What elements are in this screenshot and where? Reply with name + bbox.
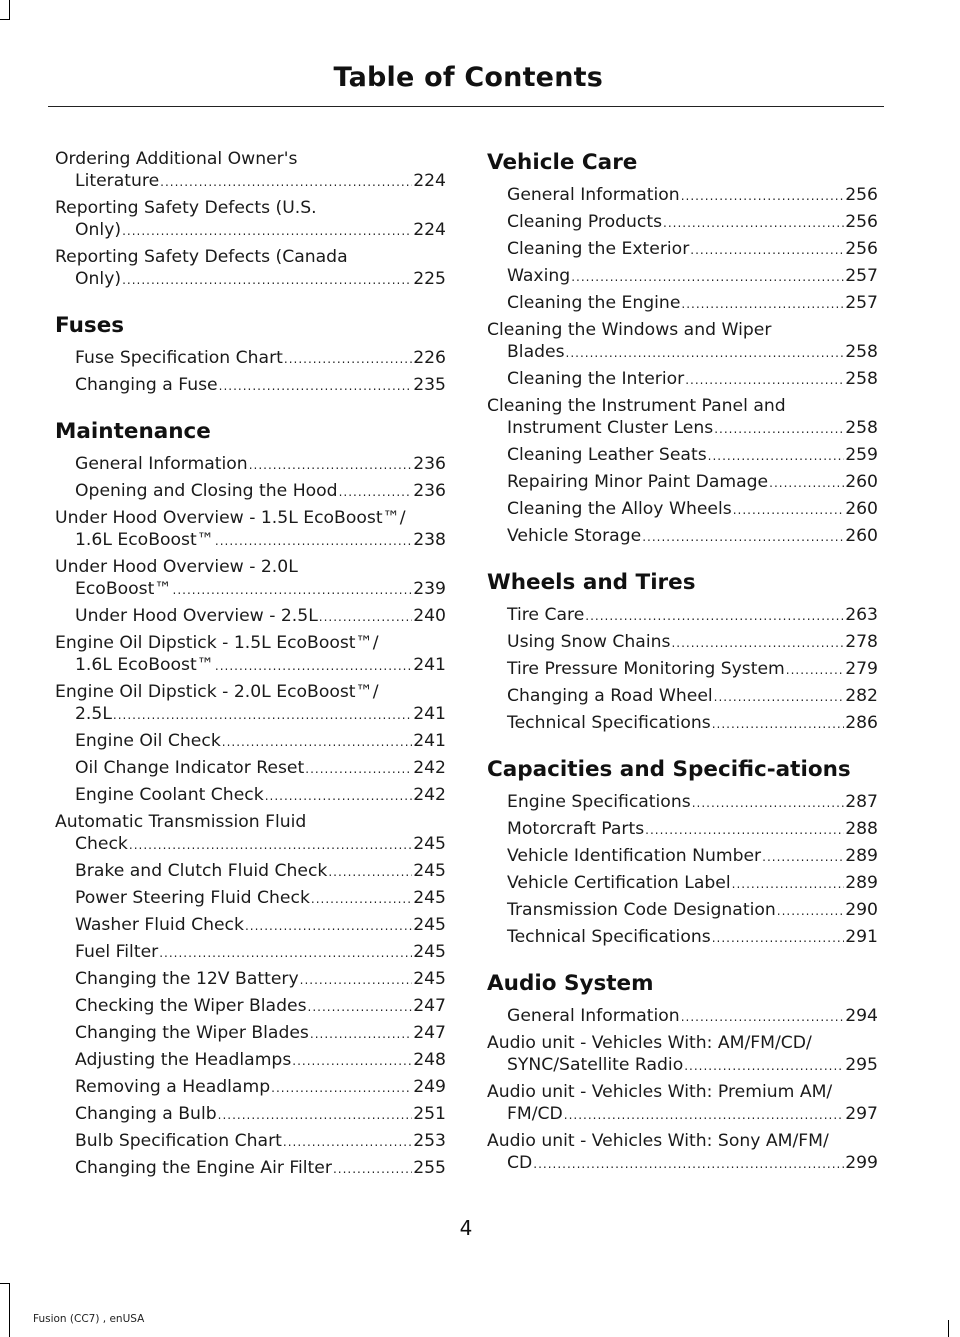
toc-entry-title-line: Blades — [507, 342, 565, 362]
toc-entry-page-number: 286 — [845, 713, 878, 733]
page-title: Table of Contents — [333, 62, 603, 93]
dot-leader — [173, 579, 413, 601]
toc-section — [55, 419, 446, 1180]
dot-leader — [566, 342, 845, 364]
toc-entry-title-line: Using Snow Chains — [507, 632, 671, 652]
dot-leader — [215, 655, 412, 677]
toc-entry[interactable] — [55, 347, 446, 370]
dot-leader — [708, 445, 845, 467]
toc-entry[interactable] — [55, 1049, 446, 1072]
toc-entry-page-number: 260 — [845, 472, 878, 492]
toc-entry[interactable] — [55, 632, 446, 677]
toc-entry-title-line: SYNC/Satellite Radio — [507, 1055, 684, 1075]
toc-section — [55, 313, 446, 397]
dot-leader — [310, 1023, 412, 1045]
toc-entry-page-number: 289 — [845, 873, 878, 893]
toc-entry-title-line: Tire Pressure Monitoring System — [507, 659, 785, 679]
dot-leader — [160, 171, 412, 193]
section-heading: Vehicle Care — [487, 150, 638, 175]
toc-entry-title-line: Cleaning the Engine — [507, 293, 681, 313]
dot-leader — [328, 861, 412, 883]
toc-entry[interactable] — [487, 319, 878, 364]
dot-leader — [245, 915, 412, 937]
dot-leader — [215, 530, 412, 552]
toc-entry[interactable] — [487, 604, 878, 627]
toc-entry-page-number: 289 — [845, 846, 878, 866]
toc-entry[interactable] — [55, 968, 446, 991]
toc-entry[interactable] — [55, 730, 446, 753]
toc-entry-page-number: 295 — [845, 1055, 878, 1075]
toc-entry-page-number: 259 — [845, 445, 878, 465]
dot-leader — [333, 1158, 412, 1180]
dot-leader — [663, 212, 844, 234]
toc-section — [487, 150, 878, 548]
dot-leader — [305, 758, 412, 780]
toc-entry-page-number: 245 — [413, 834, 446, 854]
toc-entry[interactable] — [55, 887, 446, 910]
dot-leader — [777, 900, 844, 922]
dot-leader — [681, 293, 844, 315]
dot-leader — [311, 888, 412, 910]
dot-leader — [218, 1104, 413, 1126]
dot-leader — [681, 1006, 844, 1028]
toc-entry[interactable] — [55, 453, 446, 476]
toc-entry-page-number: 245 — [413, 861, 446, 881]
dot-leader — [681, 185, 844, 207]
toc-entry[interactable] — [55, 784, 446, 807]
toc-entry[interactable] — [487, 658, 878, 681]
toc-entry-page-number: 291 — [845, 927, 878, 947]
dot-leader — [786, 659, 844, 681]
toc-entry[interactable] — [487, 498, 878, 521]
toc-entry[interactable] — [55, 1022, 446, 1045]
toc-entry-title-line: Cleaning Leather Seats — [507, 445, 707, 465]
toc-entry-page-number: 226 — [413, 348, 446, 368]
toc-entry-page-number: 256 — [845, 212, 878, 232]
dot-leader — [249, 454, 412, 476]
dot-leader — [690, 239, 844, 261]
dot-leader — [292, 1050, 412, 1072]
dot-leader — [714, 418, 844, 440]
toc-entry-page-number: 242 — [413, 785, 446, 805]
toc-entry-page-number: 294 — [845, 1006, 878, 1026]
toc-entry-title-line: CD — [507, 1153, 533, 1173]
toc-entry-page-number: 288 — [845, 819, 878, 839]
toc-entry[interactable] — [487, 872, 878, 895]
toc-entry-page-number: 238 — [413, 530, 446, 550]
toc-entry-title-line: Cleaning the Instrument Panel and — [487, 396, 786, 416]
toc-entry[interactable] — [487, 238, 878, 261]
toc-entry-title-line: Changing the 12V Battery — [75, 969, 299, 989]
toc-entry[interactable] — [55, 914, 446, 937]
toc-entry-title-line: Only) — [75, 220, 122, 240]
dot-leader — [692, 792, 845, 814]
dot-leader — [571, 266, 844, 288]
crop-mark-bottom-left-v — [9, 1283, 10, 1337]
toc-entry-title-line: Oil Change Indicator Reset — [75, 758, 305, 778]
dot-leader — [733, 499, 844, 521]
toc-entry-page-number: 279 — [845, 659, 878, 679]
dot-leader — [564, 1104, 844, 1126]
toc-entry-title-line: Changing the Engine Air Filter — [75, 1158, 332, 1178]
crop-mark-top-left-h — [0, 19, 10, 20]
toc-entry[interactable] — [487, 211, 878, 234]
section-heading: Wheels and Tires — [487, 570, 696, 595]
toc-entry[interactable] — [55, 1103, 446, 1126]
toc-entry-page-number: 249 — [413, 1077, 446, 1097]
toc-entry-title-line: Vehicle Storage — [507, 526, 642, 546]
toc-entry-title-line: Engine Oil Dipstick - 1.5L EcoBoost™/ — [55, 633, 379, 653]
dot-leader — [533, 1153, 844, 1175]
toc-entry-title-line: Engine Specifications — [507, 792, 691, 812]
dot-leader — [645, 819, 844, 841]
toc-entry[interactable] — [55, 811, 446, 856]
toc-entry-page-number: 258 — [845, 342, 878, 362]
toc-entry[interactable] — [55, 1076, 446, 1099]
toc-entry-title-line: Vehicle Certification Label — [507, 873, 731, 893]
dot-leader — [113, 704, 412, 726]
crop-mark-bottom-right-v — [948, 1320, 949, 1337]
toc-entry-title-line: Cleaning Products — [507, 212, 663, 232]
toc-entry-page-number: 245 — [413, 915, 446, 935]
toc-entry-page-number: 258 — [845, 369, 878, 389]
toc-entry-page-number: 282 — [845, 686, 878, 706]
toc-entry-title-line: Only) — [75, 269, 122, 289]
toc-entry-title-line: Under Hood Overview - 1.5L EcoBoost™/ — [55, 508, 406, 528]
toc-entry-title-line: 1.6L EcoBoost™ — [75, 655, 214, 675]
footer-document-id: Fusion (CC7) , enUSA — [33, 1313, 145, 1325]
dot-leader — [219, 375, 413, 397]
toc-entry[interactable] — [55, 480, 446, 503]
toc-entry-page-number: 297 — [845, 1104, 878, 1124]
toc-entry-page-number: 225 — [413, 269, 446, 289]
section-heading: Audio System — [487, 971, 654, 996]
toc-entry-title-line: Audio unit - Vehicles With: Sony AM/FM/ — [487, 1131, 829, 1151]
toc-entry-page-number: 257 — [845, 266, 878, 286]
toc-entry-page-number: 260 — [845, 499, 878, 519]
dot-leader — [762, 846, 844, 868]
toc-entry[interactable] — [55, 860, 446, 883]
dot-leader — [339, 481, 413, 503]
toc-entry-title-line: Removing a Headlamp — [75, 1077, 271, 1097]
toc-entry-title-line: 2.5L — [75, 704, 112, 724]
toc-entry[interactable] — [55, 556, 446, 601]
dot-leader — [283, 1131, 412, 1153]
toc-entry[interactable] — [487, 926, 878, 949]
toc-entry-title-line: Adjusting the Headlamps — [75, 1050, 292, 1070]
dot-leader — [308, 996, 413, 1018]
toc-entry[interactable] — [487, 292, 878, 315]
toc-entry-page-number: 257 — [845, 293, 878, 313]
toc-entry-title-line: Motorcraft Parts — [507, 819, 645, 839]
toc-entry-page-number: 290 — [845, 900, 878, 920]
toc-entry-page-number: 245 — [413, 942, 446, 962]
toc-entry-page-number: 287 — [845, 792, 878, 812]
dot-leader — [732, 873, 845, 895]
toc-entry-page-number: 224 — [413, 171, 446, 191]
toc-entry-title-line: Opening and Closing the Hood — [75, 481, 338, 501]
toc-entry-title-line: Vehicle Identification Number — [507, 846, 762, 866]
toc-entry-title-line: Power Steering Fluid Check — [75, 888, 310, 908]
toc-entry-page-number: 236 — [413, 481, 446, 501]
toc-entry-title-line: Transmission Code Designation — [507, 900, 776, 920]
crop-mark-top-left-v — [9, 0, 10, 20]
toc-entry-title-line: EcoBoost™ — [75, 579, 172, 599]
toc-entry[interactable] — [55, 681, 446, 726]
dot-leader — [769, 472, 844, 494]
toc-left-column — [55, 148, 446, 1202]
toc-entry[interactable] — [55, 507, 446, 552]
toc-entry[interactable] — [487, 444, 878, 467]
dot-leader — [712, 927, 844, 949]
toc-entry-title-line: Reporting Safety Defects (Canada — [55, 247, 348, 267]
toc-entry-title-line: Under Hood Overview - 2.5L — [75, 606, 318, 626]
dot-leader — [284, 348, 412, 370]
toc-entry-page-number: 236 — [413, 454, 446, 474]
toc-entry[interactable] — [487, 265, 878, 288]
toc-entry-title-line: Changing the Wiper Blades — [75, 1023, 309, 1043]
toc-entry-page-number: 256 — [845, 239, 878, 259]
toc-entry-page-number: 258 — [845, 418, 878, 438]
toc-entry[interactable] — [487, 791, 878, 814]
toc-entry-page-number: 241 — [413, 704, 446, 724]
toc-entry-title-line: Check — [75, 834, 128, 854]
toc-entry-title-line: Reporting Safety Defects (U.S. — [55, 198, 317, 218]
toc-entry-title-line: Ordering Additional Owner's — [55, 149, 298, 169]
toc-entry-title-line: FM/CD — [507, 1104, 563, 1124]
toc-entry-title-line: Technical Specifications — [507, 927, 711, 947]
toc-entry[interactable] — [487, 818, 878, 841]
toc-entry[interactable] — [55, 995, 446, 1018]
toc-entry[interactable] — [487, 1005, 878, 1028]
section-heading: Maintenance — [55, 419, 211, 444]
toc-entry-page-number: 239 — [413, 579, 446, 599]
toc-entry-page-number: 256 — [845, 185, 878, 205]
toc-entry[interactable] — [487, 525, 878, 548]
toc-entry-title-line: Engine Oil Check — [75, 731, 221, 751]
toc-entry[interactable] — [55, 246, 446, 291]
toc-entry-page-number: 248 — [413, 1050, 446, 1070]
toc-entry-page-number: 242 — [413, 758, 446, 778]
dot-leader — [222, 731, 412, 753]
dot-leader — [585, 605, 844, 627]
toc-entry-title-line: Engine Oil Dipstick - 2.0L EcoBoost™/ — [55, 682, 379, 702]
toc-entry-title-line: Checking the Wiper Blades — [75, 996, 307, 1016]
section-heading: Capacities and Specific-ations — [487, 757, 851, 782]
section-heading: Fuses — [55, 313, 125, 338]
toc-entry-title-line: Cleaning the Interior — [507, 369, 685, 389]
toc-entry-title-line: Changing a Bulb — [75, 1104, 217, 1124]
toc-entry-title-line: Under Hood Overview - 2.0L — [55, 557, 298, 577]
dot-leader — [671, 632, 844, 654]
toc-entry-title-line: Fuel Filter — [75, 942, 159, 962]
toc-entry-page-number: 247 — [413, 1023, 446, 1043]
toc-entry-page-number: 224 — [413, 220, 446, 240]
crop-mark-bottom-left-h — [0, 1283, 10, 1284]
toc-entry[interactable] — [487, 368, 878, 391]
dot-leader — [159, 942, 412, 964]
toc-entry[interactable] — [55, 197, 446, 242]
toc-entry-page-number: 240 — [413, 606, 446, 626]
toc-entry-title-line: Repairing Minor Paint Damage — [507, 472, 769, 492]
toc-entry-title-line: Brake and Clutch Fluid Check — [75, 861, 328, 881]
toc-entry-title-line: Cleaning the Exterior — [507, 239, 690, 259]
toc-entry-page-number: 241 — [413, 655, 446, 675]
toc-entry[interactable] — [55, 148, 446, 193]
toc-entry-page-number: 245 — [413, 969, 446, 989]
toc-section — [55, 148, 446, 291]
toc-entry-title-line: Fuse Specification Chart — [75, 348, 283, 368]
toc-entry-title-line: General Information — [507, 1006, 680, 1026]
dot-leader — [714, 686, 845, 708]
dot-leader — [642, 526, 844, 548]
toc-entry[interactable] — [487, 395, 878, 440]
dot-leader — [712, 713, 844, 735]
toc-entry[interactable] — [487, 845, 878, 868]
toc-entry[interactable] — [487, 899, 878, 922]
toc-entry-page-number: 255 — [413, 1158, 446, 1178]
toc-entry-title-line: Cleaning the Alloy Wheels — [507, 499, 732, 519]
toc-entry-title-line: Changing a Fuse — [75, 375, 218, 395]
toc-entry[interactable] — [487, 1081, 878, 1126]
toc-entry-title-line: General Information — [507, 185, 680, 205]
dot-leader — [129, 834, 412, 856]
toc-entry-page-number: 263 — [845, 605, 878, 625]
toc-entry-title-line: Engine Coolant Check — [75, 785, 264, 805]
dot-leader — [122, 269, 412, 291]
toc-entry-title-line: Literature — [75, 171, 160, 191]
toc-entry-page-number: 241 — [413, 731, 446, 751]
toc-entry[interactable] — [487, 631, 878, 654]
toc-entry[interactable] — [55, 605, 446, 628]
toc-entry[interactable] — [487, 184, 878, 207]
toc-entry[interactable] — [55, 757, 446, 780]
toc-entry-title-line: Waxing — [507, 266, 571, 286]
toc-entry-title-line: Automatic Transmission Fluid — [55, 812, 307, 832]
toc-entry-title-line: Cleaning the Windows and Wiper — [487, 320, 772, 340]
toc-entry-title-line: Audio unit - Vehicles With: AM/FM/CD/ — [487, 1033, 812, 1053]
toc-section — [487, 971, 878, 1175]
toc-entry-page-number: 299 — [845, 1153, 878, 1173]
toc-entry-title-line: Tire Care — [507, 605, 585, 625]
toc-entry-title-line: Washer Fluid Check — [75, 915, 244, 935]
toc-entry[interactable] — [55, 374, 446, 397]
page-number: 4 — [459, 1216, 473, 1240]
toc-entry-title-line: Audio unit - Vehicles With: Premium AM/ — [487, 1082, 833, 1102]
toc-entry-title-line: Instrument Cluster Lens — [507, 418, 714, 438]
dot-leader — [122, 220, 412, 242]
toc-entry-page-number: 251 — [413, 1104, 446, 1124]
dot-leader — [684, 1055, 844, 1077]
toc-entry-page-number: 253 — [413, 1131, 446, 1151]
toc-entry[interactable] — [487, 1032, 878, 1077]
toc-entry-page-number: 247 — [413, 996, 446, 1016]
toc-entry-title-line: Bulb Specification Chart — [75, 1131, 282, 1151]
toc-entry[interactable] — [487, 1130, 878, 1175]
toc-entry-title-line: Technical Specifications — [507, 713, 711, 733]
toc-entry-title-line: General Information — [75, 454, 248, 474]
toc-entry-title-line: 1.6L EcoBoost™ — [75, 530, 214, 550]
dot-leader — [685, 369, 844, 391]
dot-leader — [300, 969, 413, 991]
toc-entry[interactable] — [487, 685, 878, 708]
toc-entry[interactable] — [55, 1130, 446, 1153]
toc-section — [487, 757, 878, 949]
toc-entry-page-number: 260 — [845, 526, 878, 546]
toc-entry[interactable] — [487, 471, 878, 494]
toc-entry[interactable] — [55, 1157, 446, 1180]
toc-entry[interactable] — [487, 712, 878, 735]
toc-entry-title-line: Changing a Road Wheel — [507, 686, 713, 706]
toc-entry-page-number: 235 — [413, 375, 446, 395]
dot-leader — [265, 785, 413, 807]
dot-leader — [271, 1077, 412, 1099]
toc-right-column — [487, 148, 878, 1197]
toc-entry-page-number: 278 — [845, 632, 878, 652]
dot-leader — [319, 606, 412, 628]
toc-entry[interactable] — [55, 941, 446, 964]
header-divider — [48, 106, 884, 107]
toc-entry-page-number: 245 — [413, 888, 446, 908]
toc-section — [487, 570, 878, 735]
